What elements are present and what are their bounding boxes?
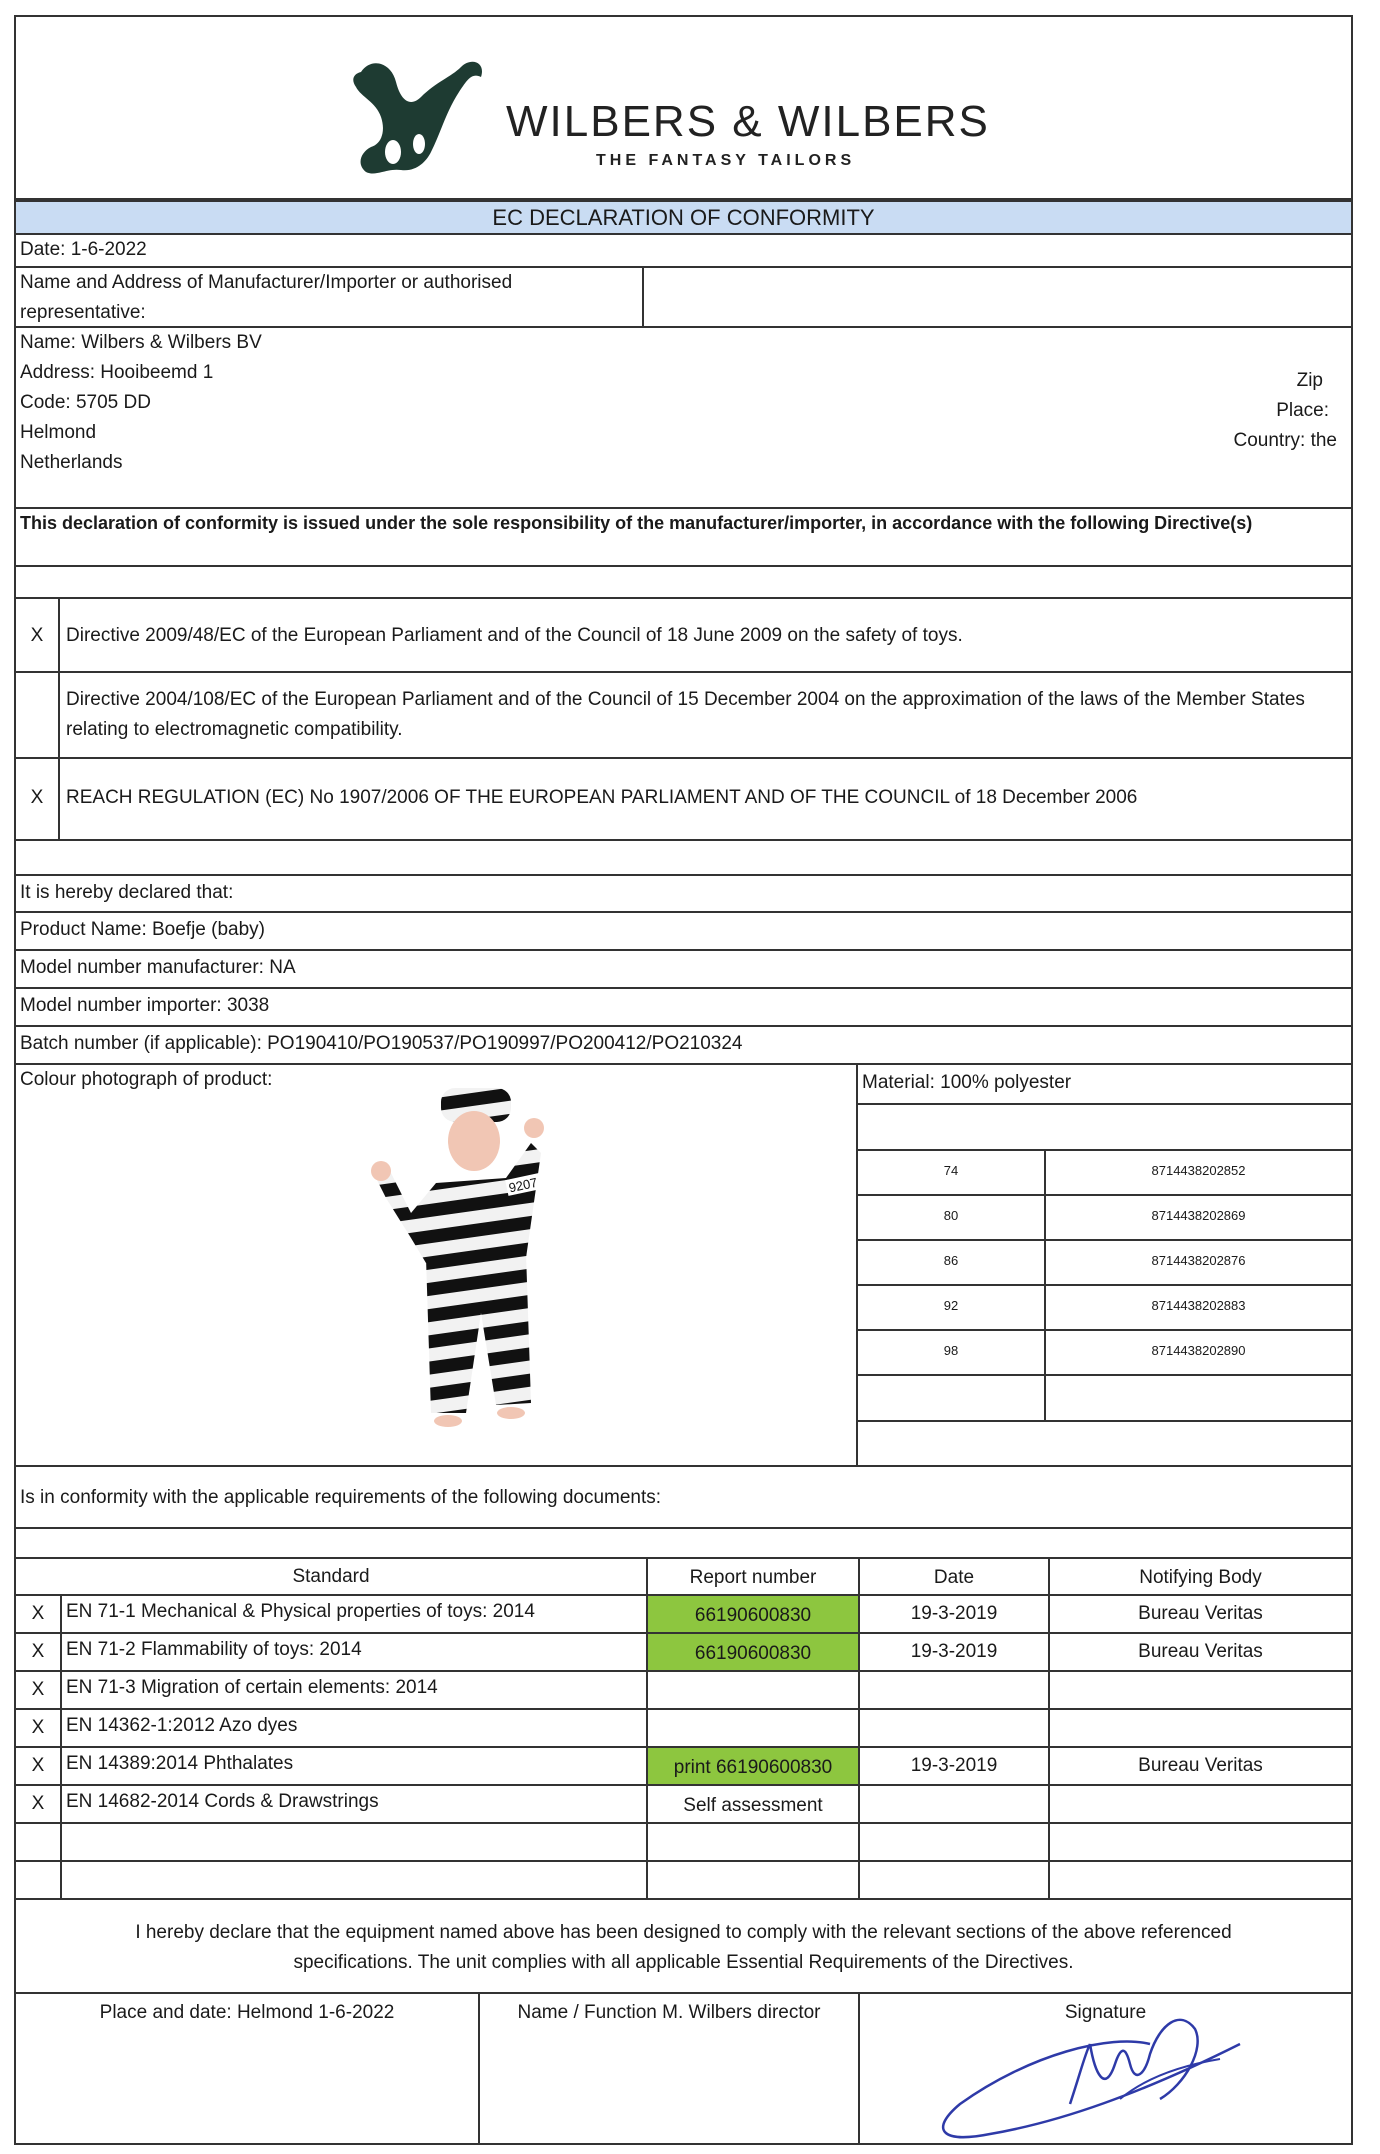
notifying-body <box>1048 1672 1351 1708</box>
report-date: 19-3-2019 <box>858 1596 1048 1632</box>
header-notifying-body: Notifying Body <box>1048 1559 1351 1594</box>
place-label: Place: <box>1276 400 1329 421</box>
report-date <box>858 1710 1048 1746</box>
directive-row <box>16 599 1351 673</box>
standard-name: EN 14389:2014 Phthalates <box>60 1748 646 1784</box>
report-number: 66190600830 <box>646 1634 858 1670</box>
header <box>16 17 1351 200</box>
header-report-number: Report number <box>646 1559 858 1594</box>
brand-name: WILBERS & WILBERS <box>506 97 990 146</box>
signature-icon <box>920 2004 1260 2144</box>
model-manufacturer-row <box>16 951 1351 989</box>
product-name: Product Name: Boefje (baby) <box>20 919 266 940</box>
directive-row <box>16 759 1351 841</box>
responsibility-statement: This declaration of conformity is issued under the sole responsibility of the manufacturer/importer, in accordance with the following Directive(s) <box>20 513 1253 533</box>
standard-name: EN 71-1 Mechanical & Physical properties of toys: 2014 <box>60 1596 646 1632</box>
final-declaration-line2: specifications. The unit complies with all applicable Essential Requirements of the Directives. <box>293 1952 1074 1973</box>
jester-hat-logo-icon <box>341 52 501 182</box>
notifying-body <box>1048 1786 1351 1822</box>
standard-row-empty <box>16 1862 1351 1900</box>
standard-checkbox[interactable]: X <box>31 1793 45 1814</box>
blank-row <box>16 841 1351 876</box>
report-date: 19-3-2019 <box>858 1748 1048 1784</box>
size-row: 86 8714438202876 <box>858 1239 1351 1286</box>
blank-row <box>16 1529 1351 1559</box>
conformity-intro: Is in conformity with the applicable requirements of the following documents: <box>20 1487 662 1508</box>
header-standard: Standard <box>292 1566 370 1587</box>
final-declaration-line1: I hereby declare that the equipment named above has been designed to comply with the relevant sections of the above referenced <box>135 1922 1232 1943</box>
photo-cell <box>16 1065 856 1465</box>
declared-intro-row <box>16 876 1351 913</box>
notifying-body <box>1048 1710 1351 1746</box>
size-row: 80 8714438202869 <box>858 1194 1351 1241</box>
material: Material: 100% polyester <box>862 1072 1072 1093</box>
manufacturer-code: Code: 5705 DD <box>20 392 151 413</box>
product-photo-row <box>16 1065 1351 1467</box>
standard-checkbox[interactable]: X <box>31 1641 45 1662</box>
conformity-intro-row <box>16 1467 1351 1529</box>
directive-text: Directive 2004/108/EC of the European Parliament and of the Council of 15 December 2004 on the approximation of the laws of the Member States relating to electromagnetic compatibility. <box>66 689 1305 740</box>
photo-label: Colour photograph of product: <box>20 1069 273 1090</box>
standard-row-empty <box>16 1824 1351 1862</box>
brand-logo <box>341 47 1021 187</box>
header-date: Date <box>858 1559 1048 1594</box>
report-number <box>646 1672 858 1708</box>
size-row-empty <box>858 1374 1351 1422</box>
standard-row <box>16 1786 1351 1824</box>
standards-header-row <box>16 1559 1351 1596</box>
directive-text: REACH REGULATION (EC) No 1907/2006 OF THE EUROPEAN PARLIAMENT AND OF THE COUNCIL of 18 December 2006 <box>66 787 1138 808</box>
declaration-date: Date: 1-6-2022 <box>20 239 147 260</box>
report-date <box>858 1786 1048 1822</box>
report-date: 19-3-2019 <box>858 1634 1048 1670</box>
size-row: 98 8714438202890 <box>858 1329 1351 1376</box>
standard-checkbox[interactable]: X <box>31 1755 45 1776</box>
standard-row <box>16 1672 1351 1710</box>
standard-row <box>16 1596 1351 1634</box>
declaration-page <box>14 15 1353 2145</box>
final-declaration-row <box>16 1900 1351 1994</box>
brand-tagline: THE FANTASY TAILORS <box>596 152 856 169</box>
title-row <box>16 200 1351 235</box>
standard-name: EN 14682-2014 Cords & Drawstrings <box>60 1786 646 1822</box>
manufacturer-address-row <box>16 328 1351 509</box>
product-name-row <box>16 913 1351 951</box>
notifying-body: Bureau Veritas <box>1048 1634 1351 1670</box>
report-number: print 66190600830 <box>646 1748 858 1784</box>
standard-checkbox[interactable]: X <box>31 1679 45 1700</box>
report-date <box>858 1672 1048 1708</box>
zip-label: Zip <box>1296 370 1323 391</box>
standard-row <box>16 1710 1351 1748</box>
standard-checkbox[interactable]: X <box>31 1717 45 1738</box>
model-importer-row <box>16 989 1351 1027</box>
notifying-body: Bureau Veritas <box>1048 1748 1351 1784</box>
signature-cell <box>858 1994 1351 2145</box>
batch-number: Batch number (if applicable): PO190410/PO190537/PO190997/PO200412/PO210324 <box>20 1033 743 1054</box>
page-title: EC DECLARATION OF CONFORMITY <box>492 205 875 230</box>
batch-row <box>16 1027 1351 1065</box>
signoff-row <box>16 1994 1351 2145</box>
standard-name: EN 71-2 Flammability of toys: 2014 <box>60 1634 646 1670</box>
name-function: Name / Function M. Wilbers director <box>478 1994 858 2145</box>
country-label: Country: the <box>1233 430 1337 451</box>
svg-text:9207: 9207 <box>507 1174 539 1196</box>
manufacturer-name: Name: Wilbers & Wilbers BV <box>20 332 262 353</box>
manufacturer-label-row <box>16 268 1351 328</box>
model-number-manufacturer: Model number manufacturer: NA <box>20 957 296 978</box>
size-row: 74 8714438202852 <box>858 1149 1351 1196</box>
manufacturer-label: Name and Address of Manufacturer/Importer or authorised representative: <box>20 272 513 323</box>
directive-text: Directive 2009/48/EC of the European Parliament and of the Council of 18 June 2009 on the safety of toys. <box>66 625 963 646</box>
notifying-body: Bureau Veritas <box>1048 1596 1351 1632</box>
declared-intro: It is hereby declared that: <box>20 882 234 903</box>
manufacturer-address: Address: Hooibeemd 1 <box>20 362 214 383</box>
date-row <box>16 235 1351 268</box>
model-number-importer: Model number importer: 3038 <box>20 995 270 1016</box>
standard-checkbox[interactable]: X <box>31 1603 45 1624</box>
directive-checkbox[interactable]: X <box>30 787 44 808</box>
report-number: Self assessment <box>646 1786 858 1822</box>
manufacturer-country: Netherlands <box>20 452 123 473</box>
responsibility-row <box>16 509 1351 567</box>
blank-row <box>16 567 1351 599</box>
material-sizes-cell <box>856 1065 1351 1465</box>
directive-row <box>16 673 1351 759</box>
standard-name: EN 14362-1:2012 Azo dyes <box>60 1710 646 1746</box>
standard-row <box>16 1748 1351 1786</box>
standard-row <box>16 1634 1351 1672</box>
manufacturer-city: Helmond <box>20 422 97 443</box>
place-and-date: Place and date: Helmond 1-6-2022 <box>99 2002 395 2023</box>
size-row: 92 8714438202883 <box>858 1284 1351 1331</box>
directive-checkbox[interactable]: X <box>30 625 44 646</box>
manufacturer-label-blank <box>642 268 1351 326</box>
standard-name: EN 71-3 Migration of certain elements: 2014 <box>60 1672 646 1708</box>
report-number <box>646 1710 858 1746</box>
product-photo <box>356 1083 576 1453</box>
report-number: 66190600830 <box>646 1596 858 1632</box>
signature-label: Signature <box>1064 2002 1147 2023</box>
